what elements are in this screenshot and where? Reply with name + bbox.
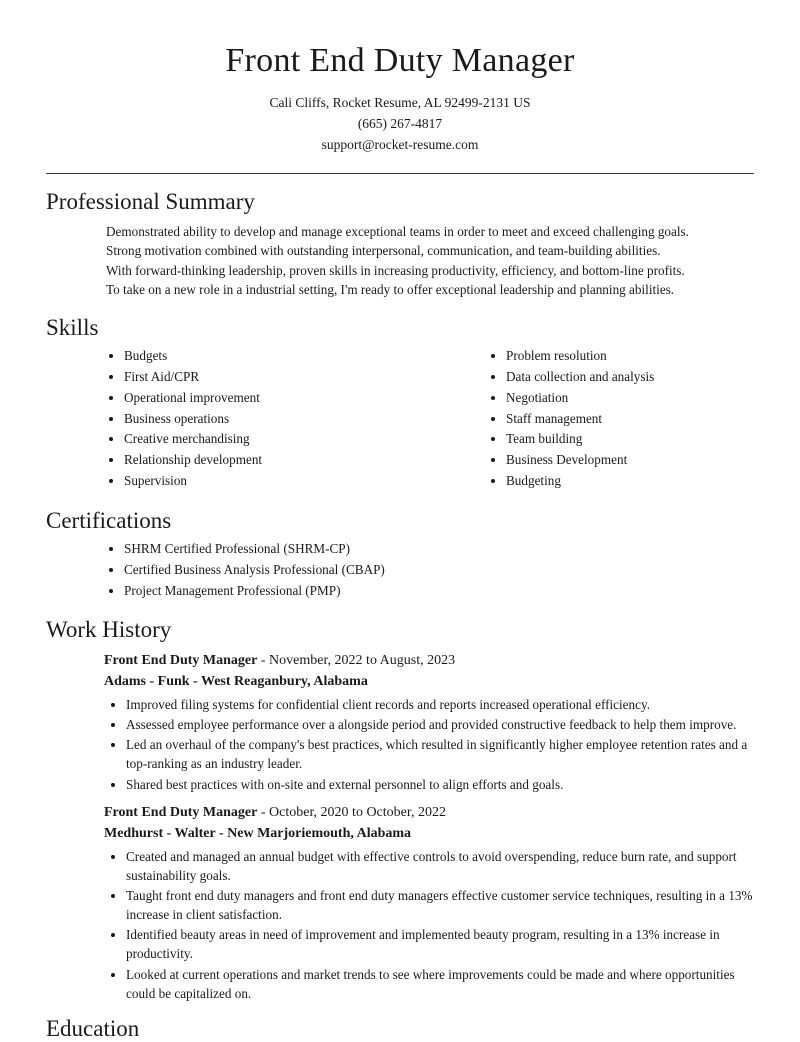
certifications-list — [106, 540, 754, 600]
work-entry — [46, 802, 754, 1003]
summary-line: Strong motivation combined with outstanding interpersonal, communication, and team-building abilities. — [106, 243, 661, 259]
list-item: • Looked at current operations and market trends to see where improvements could be made and where opportunities could be capitalized on. — [126, 965, 754, 1003]
contact-address: Cali Cliffs, Rocket Resume, AL 92499-2131 US — [269, 95, 531, 111]
certifications-body — [46, 540, 754, 600]
header-divider — [46, 173, 754, 174]
skills-column-right — [430, 347, 754, 492]
skills-list-right — [488, 347, 754, 490]
separator: - — [257, 804, 270, 820]
list-item: • Led an overhaul of the company's best practices, which resulted in significantly higher employee retention rates and a top-ranking as an industry leader. — [126, 735, 754, 773]
list-item: • Supervision — [124, 472, 430, 491]
section-title-skills: Skills — [46, 314, 99, 340]
section-title-education: Education — [46, 1015, 140, 1041]
job-dates: November, 2022 to August, 2023 — [269, 653, 456, 668]
page-title: Front End Duty Manager — [225, 42, 575, 79]
list-item: • SHRM Certified Professional (SHRM-CP) — [124, 540, 754, 559]
list-item: • Project Management Professional (PMP) — [124, 582, 754, 601]
list-item: • Budgeting — [506, 472, 754, 491]
list-item: • Created and managed an annual budget with effective controls to avoid overspending, reduce burn rate, and support sustainability goals. — [126, 847, 754, 885]
contact-phone: (665) 267-4817 — [357, 116, 443, 132]
section-education — [46, 1015, 754, 1042]
job-company: Medhurst - Walter - New Marjoriemouth, Alabama — [104, 825, 412, 841]
work-entry-header — [46, 802, 754, 844]
section-work-history — [46, 616, 754, 1002]
section-professional-summary — [46, 188, 754, 300]
list-item: • Team building — [506, 430, 754, 449]
summary-body — [46, 222, 754, 300]
contact-email: support@rocket-resume.com — [321, 137, 479, 153]
section-title-work-history: Work History — [46, 617, 172, 643]
work-entry-title-line — [104, 802, 754, 823]
job-company: Adams - Funk - West Reaganbury, Alabama — [104, 674, 368, 689]
list-item: • Identified beauty areas in need of improvement and implemented beauty program, resulting in a 13% increase in productivity. — [126, 925, 754, 963]
job-bullet-list — [108, 695, 754, 794]
list-item: • Improved filing systems for confidential client records and reports increased operational efficiency. — [126, 695, 754, 714]
skills-list-left — [106, 347, 430, 490]
list-item: • Creative merchandising — [124, 430, 430, 449]
list-item: • Shared best practices with on-site and external personnel to align efforts and goals. — [126, 775, 754, 794]
section-certifications — [46, 507, 754, 601]
list-item: • Data collection and analysis — [506, 368, 754, 387]
list-item: • Budgets — [124, 347, 430, 366]
list-item: • Relationship development — [124, 451, 430, 470]
list-item: • Taught front end duty managers and front end duty managers effective customer service techniques, resulting in a 13% increase in client satisfaction. — [126, 886, 754, 924]
job-title: Front End Duty Manager — [104, 804, 258, 820]
list-item: • Business Development — [506, 451, 754, 470]
work-entry-title-line — [104, 650, 754, 671]
summary-line: With forward-thinking leadership, proven skills in increasing productivity, efficiency, and bottom-line profits. — [106, 262, 685, 278]
section-title-certifications: Certifications — [46, 507, 172, 533]
list-item: • Business operations — [124, 410, 430, 429]
skills-columns — [46, 347, 754, 492]
work-entry — [46, 650, 754, 794]
section-skills — [46, 314, 754, 493]
list-item: • First Aid/CPR — [124, 368, 430, 387]
list-item: • Problem resolution — [506, 347, 754, 366]
summary-line: To take on a new role in a industrial setting, I'm ready to offer exceptional leadership and planning abilities. — [106, 282, 675, 298]
summary-line: Demonstrated ability to develop and manage exceptional teams in order to meet and exceed challenging goals. — [106, 223, 689, 239]
work-entry-header — [46, 650, 754, 692]
list-item: • Assessed employee performance over a alongside period and provided constructive feedback to help them improve. — [126, 715, 754, 734]
work-entry-bullets — [46, 847, 754, 1003]
skills-column-left — [106, 347, 430, 492]
list-item: • Operational improvement — [124, 389, 430, 408]
section-title-summary: Professional Summary — [46, 189, 255, 215]
job-title: Front End Duty Manager — [104, 653, 258, 668]
job-bullet-list — [108, 847, 754, 1003]
work-entry-bullets — [46, 695, 754, 794]
list-item: • Negotiation — [506, 389, 754, 408]
list-item: • Certified Business Analysis Professional (CBAP) — [124, 561, 754, 580]
list-item: • Staff management — [506, 410, 754, 429]
job-dates: October, 2020 to October, 2022 — [269, 804, 446, 820]
separator: - — [257, 653, 270, 668]
